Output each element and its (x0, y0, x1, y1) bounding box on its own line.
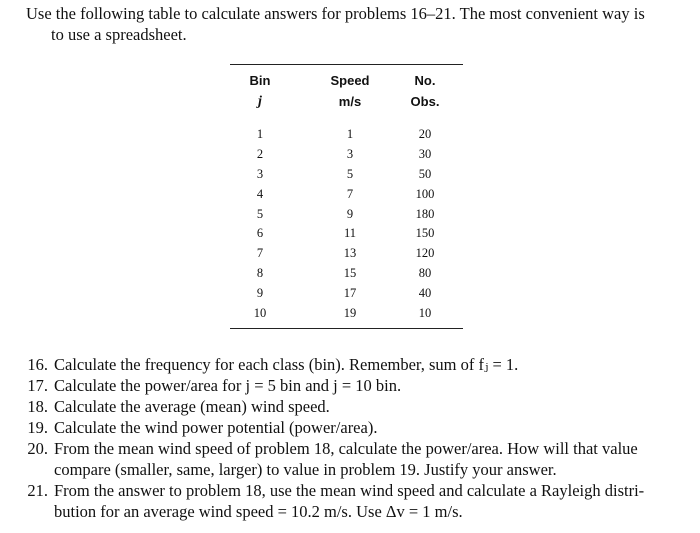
cell-obs: 180 (415, 206, 435, 221)
header-obs-label: No. (414, 73, 436, 88)
header-bin-label: Bin (249, 73, 271, 88)
table-row (230, 284, 463, 304)
cell-speed: 17 (343, 286, 357, 301)
cell-bin: 8 (256, 266, 264, 281)
header-bin-symbol: j (258, 94, 262, 109)
table-row (230, 224, 463, 244)
problem-19 (20, 417, 690, 438)
header-obs-label-2: Obs. (410, 94, 440, 109)
problem-17 (20, 375, 690, 396)
cell-speed: 9 (346, 206, 354, 221)
table-row (230, 244, 463, 264)
cell-speed: 5 (346, 166, 354, 181)
table-bottom-rule (230, 328, 463, 329)
intro-line-1: Use the following table to calculate answers for problems 16–21. The most convenient way is (26, 4, 645, 23)
cell-bin: 5 (256, 206, 264, 221)
intro-line-2: to use a spreadsheet. (51, 25, 187, 44)
table-row (230, 125, 463, 145)
header-speed (320, 70, 380, 112)
cell-bin: 7 (256, 246, 264, 261)
table-row (230, 205, 463, 225)
problem-text-line-2: bution for an average wind speed = 10.2 m/s. Use Δv = 1 m/s. (54, 502, 463, 521)
table-row (230, 304, 463, 324)
table-row (230, 264, 463, 284)
cell-obs: 100 (415, 186, 435, 201)
cell-bin: 2 (256, 146, 264, 161)
cell-obs: 120 (415, 246, 435, 261)
cell-obs: 50 (418, 166, 432, 181)
cell-bin: 3 (256, 166, 264, 181)
header-speed-label: Speed (330, 73, 370, 88)
table-row (230, 145, 463, 165)
problem-number: 18. (27, 397, 48, 416)
cell-bin: 10 (253, 306, 267, 321)
table-row (230, 185, 463, 205)
wind-data-table (230, 64, 463, 321)
table-row (230, 165, 463, 185)
cell-bin: 1 (256, 127, 264, 141)
cell-speed: 11 (343, 226, 357, 241)
cell-obs: 80 (418, 266, 432, 281)
intro-paragraph (26, 3, 686, 45)
problem-number: 19. (27, 418, 48, 437)
problem-text-line-2: compare (smaller, same, larger) to value in problem 19. Justify your answer. (54, 460, 557, 479)
cell-speed: 15 (343, 266, 357, 281)
problem-text: Calculate the wind power potential (power/area). (54, 418, 378, 437)
cell-bin: 4 (256, 186, 264, 201)
cell-speed: 1 (346, 127, 354, 141)
cell-obs: 20 (418, 127, 432, 141)
problem-text: Calculate the frequency for each class (bin). Remember, sum of fⱼ = 1. (54, 355, 519, 374)
problem-number: 21. (27, 481, 48, 500)
problem-16 (20, 354, 690, 375)
problem-text: Calculate the average (mean) wind speed. (54, 397, 330, 416)
cell-bin: 9 (256, 286, 264, 301)
problem-number: 16. (27, 355, 48, 374)
problem-20 (20, 438, 690, 480)
problem-number: 17. (27, 376, 48, 395)
problem-text-line-1: From the mean wind speed of problem 18, calculate the power/area. How will that value (54, 439, 638, 458)
header-speed-unit: m/s (338, 94, 362, 109)
cell-speed: 3 (346, 146, 354, 161)
problem-number: 20. (27, 439, 48, 458)
problem-18 (20, 396, 690, 417)
problem-text: Calculate the power/area for j = 5 bin and j = 10 bin. (54, 376, 402, 395)
header-bin (240, 70, 280, 112)
table-body (230, 125, 463, 324)
problem-text-line-1: From the answer to problem 18, use the mean wind speed and calculate a Rayleigh distri- (54, 481, 645, 500)
cell-obs: 10 (418, 306, 432, 321)
cell-obs: 150 (415, 226, 435, 241)
cell-bin: 6 (256, 226, 264, 241)
cell-speed: 13 (343, 246, 357, 261)
cell-obs: 30 (418, 146, 432, 161)
table-top-rule (230, 64, 463, 65)
header-obs (400, 70, 450, 112)
problem-21 (20, 480, 690, 522)
cell-speed: 7 (346, 186, 354, 201)
problem-list (20, 354, 690, 522)
cell-speed: 19 (343, 306, 357, 321)
cell-obs: 40 (418, 286, 432, 301)
